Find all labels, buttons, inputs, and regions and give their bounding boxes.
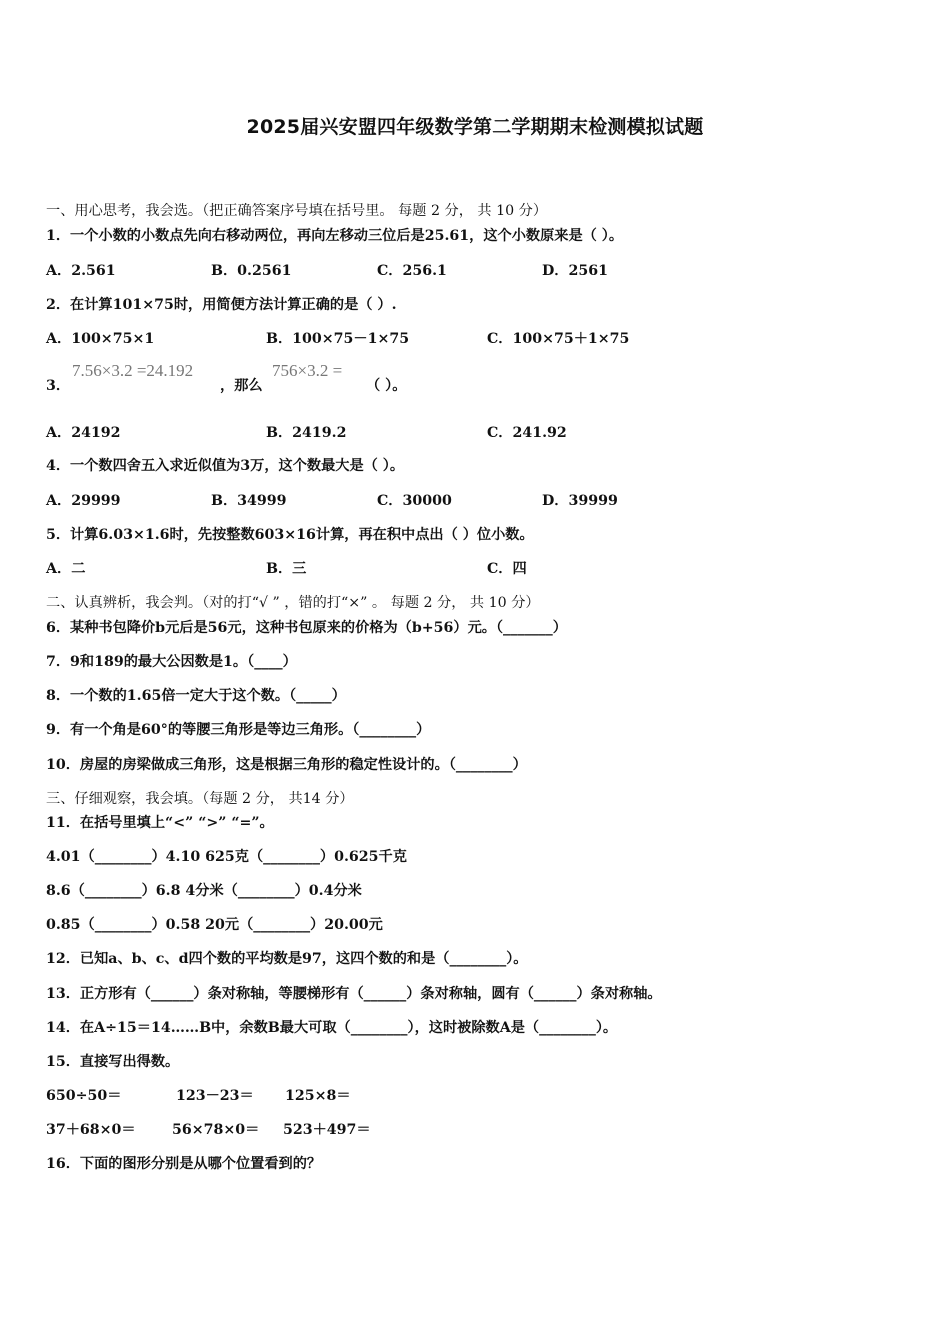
q3-option-c: C．241.92	[487, 425, 567, 441]
q15-item: 123－23＝	[176, 1088, 254, 1104]
q15-item: 523＋497＝	[283, 1122, 371, 1138]
q1-option-c: C．256.1	[377, 263, 447, 279]
question-5: 5．计算6.03×1.6时，先按整数603×16计算，再在积中点出（ ）位小数。	[46, 527, 534, 543]
section-1-heading: 一、用心思考，我会选。（把正确答案序号填在括号里。 每题 2 分， 共 10 分）	[46, 203, 548, 219]
section-3-heading: 三、仔细观察，我会填。（每题 2 分， 共14 分）	[46, 791, 354, 807]
q3-blank: （ ）。	[366, 378, 407, 394]
question-2: 2．在计算101×75时，用简便方法计算正确的是（ ）.	[46, 297, 397, 313]
q2-option-a: A．100×75×1	[46, 331, 155, 347]
q3-number: 3．	[46, 378, 71, 394]
q11-row-3: 0.85（________）0.58 20元（________）20.00元	[46, 917, 383, 933]
q4-option-b: B．34999	[211, 493, 287, 509]
q15-item: 125×8＝	[285, 1088, 351, 1104]
question-9: 9．有一个角是60°的等腰三角形是等边三角形。（________）	[46, 722, 431, 738]
q3-formula-ask: 756×3.2 =	[272, 361, 343, 380]
question-7: 7．9和189的最大公因数是1。（____）	[46, 654, 297, 670]
question-13: 13．正方形有（______）条对称轴，等腰梯形有（______）条对称轴，圆有（______）条对称轴。	[46, 986, 662, 1002]
q5-option-b: B．三	[266, 561, 307, 577]
question-14: 14．在A÷15＝14……B中，余数B最大可取（________），这时被除数A是（________）。	[46, 1020, 618, 1036]
q4-option-a: A．29999	[46, 493, 121, 509]
q4-option-d: D．39999	[542, 493, 618, 509]
q1-option-d: D．2561	[542, 263, 608, 279]
q5-option-c: C．四	[487, 561, 527, 577]
question-16: 16．下面的图形分别是从哪个位置看到的？	[46, 1156, 322, 1172]
section-2-heading: 二、认真辨析，我会判。（对的打“√ ” ，错的打“×” 。 每题 2 分， 共 10 分）	[46, 595, 540, 611]
q2-option-b: B．100×75－1×75	[266, 331, 410, 347]
question-10: 10．房屋的房梁做成三角形，这是根据三角形的稳定性设计的。（________）	[46, 757, 527, 773]
page-title: 2025届兴安盟四年级数学第二学期期末检测模拟试题	[246, 116, 704, 138]
q2-option-c: C．100×75＋1×75	[487, 331, 630, 347]
question-1: 1．一个小数的小数点先向右移动两位，再向左移动三位后是25.61，这个小数原来是（ ）。	[46, 228, 624, 244]
q1-option-b: B．0.2561	[211, 263, 292, 279]
q11-row-2: 8.6（________）6.8 4分米（________）0.4分米	[46, 883, 362, 899]
q15-item: 56×78×0＝	[172, 1122, 260, 1138]
q11-row-1: 4.01（________）4.10 625克（________）0.625千克	[46, 849, 407, 865]
q3-text-then: ，那么	[220, 378, 263, 394]
q3-option-b: B．2419.2	[266, 425, 347, 441]
question-15: 15．直接写出得数。	[46, 1054, 180, 1070]
q15-item: 37＋68×0＝	[46, 1122, 136, 1138]
q15-item: 650÷50＝	[46, 1088, 122, 1104]
q1-option-a: A．2.561	[46, 263, 116, 279]
q3-option-a: A．24192	[46, 425, 121, 441]
question-12: 12．已知a、b、c、d四个数的平均数是97，这四个数的和是（________）。	[46, 951, 528, 967]
q5-option-a: A．二	[46, 561, 86, 577]
question-8: 8．一个数的1.65倍一定大于这个数。（_____）	[46, 688, 346, 704]
question-6: 6．某种书包降价b元后是56元，这种书包原来的价格为（b+56）元。（_______）	[46, 620, 567, 636]
question-11: 11．在括号里填上“<” “>” “=”。	[46, 815, 274, 831]
q3-formula-given: 7.56×3.2 =24.192	[72, 361, 194, 380]
q4-option-c: C．30000	[377, 493, 452, 509]
question-4: 4．一个数四舍五入求近似值为3万，这个数最大是（ ）。	[46, 458, 405, 474]
